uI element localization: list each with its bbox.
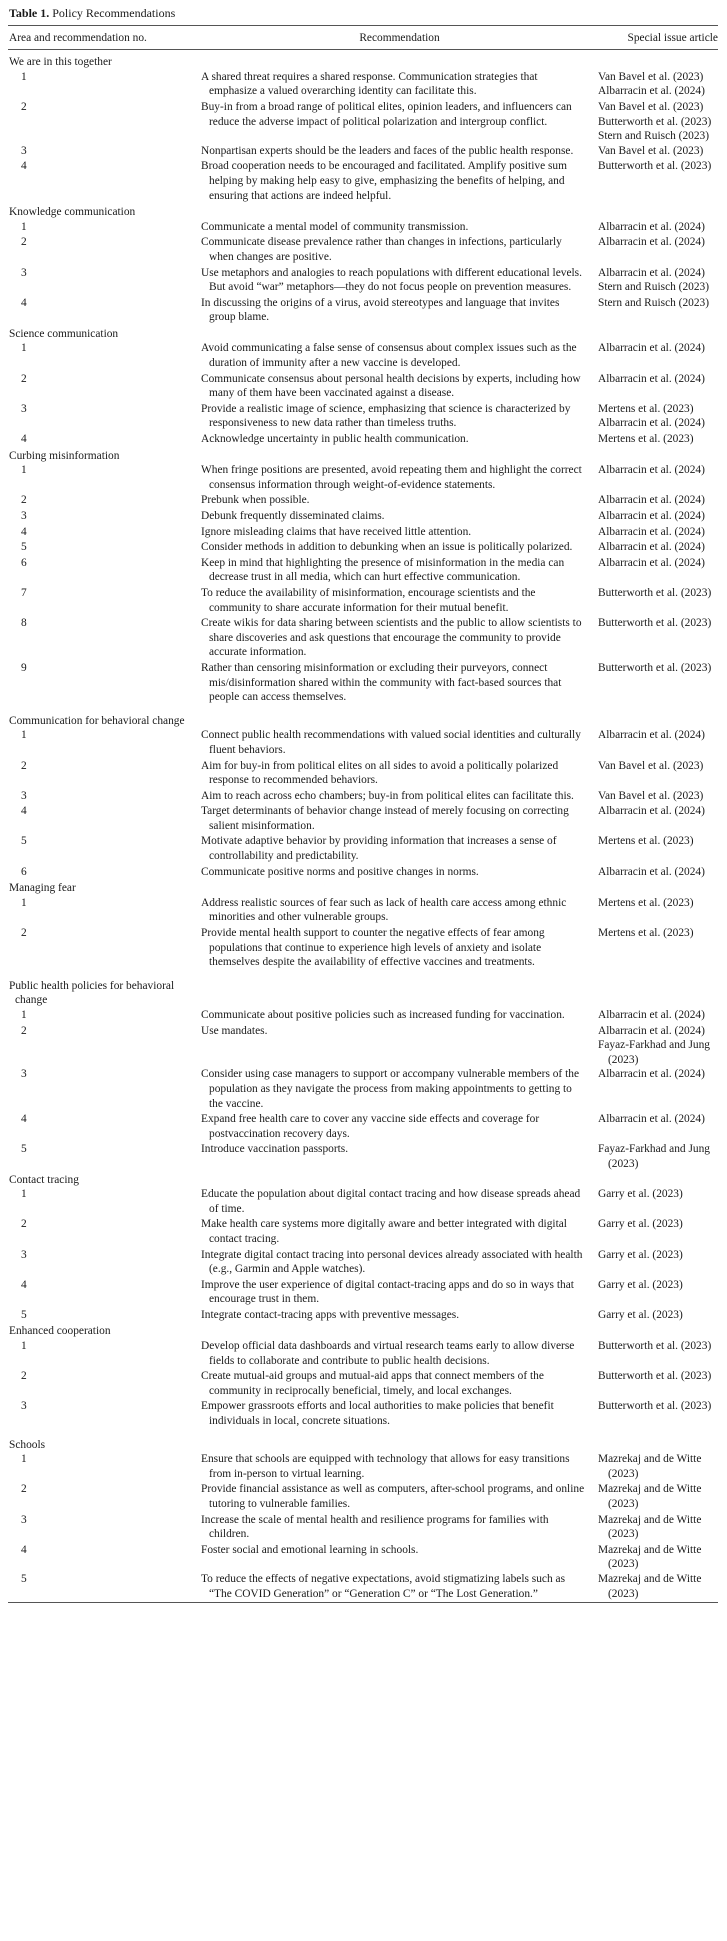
- recommendation-row: [8, 540, 718, 556]
- citation-cell: [598, 834, 718, 864]
- recommendation-row: [8, 759, 718, 789]
- recommendation-text: Ignore misleading claims that have received little attention.: [201, 525, 472, 538]
- citation: Albarracin et al. (2024): [598, 464, 705, 477]
- citation-cell: [598, 1112, 718, 1142]
- citation-cell: [598, 235, 718, 265]
- citation-cell: [598, 1543, 718, 1572]
- citation-cell: [598, 1339, 718, 1369]
- recommendation-number: 3: [21, 510, 27, 522]
- citation-cell: [598, 432, 718, 448]
- recommendation-row: [8, 144, 718, 160]
- area-row: [8, 706, 718, 729]
- citation-cell: [598, 1187, 718, 1217]
- citation-cell: [598, 728, 718, 758]
- recommendation-text: Keep in mind that highlighting the presence of misinformation in the media can decrease trust in all media, which can hurt effective communication.: [201, 556, 565, 584]
- recommendation-row: [8, 159, 718, 204]
- recommendation-row: [8, 728, 718, 758]
- recommendation-number: 2: [21, 1218, 27, 1231]
- recommendation-text: Foster social and emotional learning in schools.: [201, 1543, 419, 1556]
- recommendation-number: 1: [21, 896, 27, 909]
- recommendation-row: [8, 1482, 718, 1512]
- recommendation-number: 2: [21, 236, 27, 249]
- recommendation-text: Ensure that schools are equipped with technology that allows for easy transitions from in-person to virtual learning.: [201, 1453, 570, 1480]
- area-row: [8, 326, 718, 342]
- recommendation-text: Consider methods in addition to debunking when an issue is politically polarized.: [201, 541, 573, 554]
- recommendation-row: [8, 296, 718, 326]
- citation: Mazrekaj and de Witte (2023): [598, 1513, 702, 1541]
- citation: Butterworth et al. (2023): [598, 586, 712, 599]
- citation-cell: [598, 804, 718, 834]
- recommendation-text: Consider using case managers to support or accompany vulnerable members of the population as they navigate the process from making appointments to getting to the vaccine.: [201, 1068, 579, 1110]
- citation: Mertens et al. (2023): [598, 402, 694, 415]
- recommendation-text: Buy-in from a broad range of political elites, opinion leaders, and influencers can reduce the adverse impact of political polarization and intergroup conflict.: [201, 100, 572, 128]
- citation-cell: [598, 616, 718, 661]
- area-heading: Schools: [9, 1438, 46, 1451]
- citation: Stern and Ruisch (2023): [598, 130, 710, 143]
- recommendation-number: 4: [21, 525, 27, 538]
- recommendation-text: Use mandates.: [201, 1024, 268, 1037]
- recommendation-text: Provide a realistic image of science, emphasizing that science is characterized by responsiveness to new data rather than timeless truths.: [201, 402, 571, 430]
- policy-recommendations-table: [8, 25, 718, 1610]
- recommendation-number: 9: [21, 661, 27, 674]
- citation-cell: [598, 1482, 718, 1512]
- citation: Albarracin et al. (2024): [598, 220, 705, 233]
- recommendation-text: Address realistic sources of fear such as lack of health care access among ethnic minorities and other vulnerable groups.: [201, 896, 567, 924]
- recommendation-number: 5: [21, 541, 27, 554]
- recommendation-text: To reduce the effects of negative expectations, avoid stigmatizing labels such as “The COVID Generation” or “Generation C” or “The Lost Generation.”: [201, 1572, 565, 1600]
- recommendation-number: 1: [21, 1188, 27, 1201]
- recommendation-number: 5: [21, 1143, 27, 1156]
- recommendation-row: [8, 1572, 718, 1603]
- recommendation-text: Develop official data dashboards and virtual research teams early to allow diverse fields to collaborate and contribute to public health decisions.: [201, 1340, 575, 1367]
- recommendation-row: [8, 402, 718, 432]
- recommendation-row: [8, 865, 718, 881]
- recommendation-number: 3: [21, 402, 27, 415]
- citation: Van Bavel et al. (2023): [598, 144, 704, 157]
- recommendation-number: 7: [21, 586, 27, 599]
- citation: Mertens et al. (2023): [598, 927, 694, 940]
- recommendation-text: When fringe positions are presented, avoid repeating them and highlight the correct consensus information through weight-of-evidence statements.: [201, 464, 582, 491]
- recommendation-row: [8, 789, 718, 805]
- citation: Fayaz-Farkhad and Jung (2023): [598, 1143, 710, 1170]
- recommendation-text: Connect public health recommendations with valued social identities and culturally fluent behaviors.: [201, 729, 581, 756]
- citation: Van Bavel et al. (2023): [598, 100, 704, 113]
- recommendation-number: 4: [21, 805, 27, 818]
- area-heading: Science communication: [9, 327, 119, 340]
- citation-cell: [598, 1248, 718, 1278]
- citation: Albarracin et al. (2024): [598, 510, 705, 522]
- table-caption: [9, 6, 718, 21]
- recommendation-number: 4: [21, 296, 27, 309]
- citation: Albarracin et al. (2024): [598, 494, 705, 507]
- area-row: [8, 204, 718, 220]
- citation-cell: [598, 1024, 718, 1068]
- recommendation-text: Acknowledge uncertainty in public health communication.: [201, 433, 469, 446]
- recommendation-text: In discussing the origins of a virus, avoid stereotypes and language that invites group blame.: [201, 296, 560, 324]
- recommendation-number: 1: [21, 70, 27, 83]
- citation-cell: [598, 586, 718, 616]
- recommendation-row: [8, 804, 718, 834]
- citation: Butterworth et al. (2023): [598, 661, 712, 674]
- citation: Garry et al. (2023): [598, 1218, 683, 1231]
- recommendation-number: 3: [21, 144, 27, 157]
- column-header-recommendation: Recommendation: [201, 25, 598, 50]
- recommendation-row: [8, 586, 718, 616]
- table-title: Policy Recommendations: [52, 6, 176, 20]
- area-row: [8, 1323, 718, 1339]
- area-heading: Knowledge communication: [9, 206, 136, 219]
- recommendation-row: [8, 493, 718, 509]
- citation: Albarracin et al. (2024): [598, 525, 705, 538]
- citation-cell: [598, 1278, 718, 1308]
- citation: Albarracin et al. (2024): [598, 729, 705, 742]
- recommendation-row: [8, 1339, 718, 1369]
- citation: Stern and Ruisch (2023): [598, 296, 710, 309]
- citation: Butterworth et al. (2023): [598, 617, 712, 630]
- area-heading: Communication for behavioral change: [9, 714, 185, 727]
- citation: Albarracin et al. (2024): [598, 85, 705, 98]
- recommendation-number: 5: [21, 1308, 27, 1321]
- recommendation-row: [8, 266, 718, 296]
- citation-cell: [598, 865, 718, 881]
- citation-cell: [598, 556, 718, 586]
- recommendation-number: 2: [21, 1024, 27, 1037]
- citation-cell: [598, 1008, 718, 1024]
- table-header: [8, 25, 718, 50]
- recommendation-number: 2: [21, 759, 27, 772]
- citation-cell: [598, 266, 718, 296]
- area-row: [8, 880, 718, 896]
- recommendation-number: 6: [21, 865, 27, 878]
- recommendation-text: Aim for buy-in from political elites on all sides to avoid a politically polarized response to recommended behaviors.: [201, 759, 559, 787]
- citation-cell: [598, 1513, 718, 1543]
- citation: Mazrekaj and de Witte (2023): [598, 1543, 702, 1571]
- column-header-article: Special issue article: [598, 25, 718, 50]
- citation: Butterworth et al. (2023): [598, 1340, 712, 1353]
- area-heading: We are in this together: [9, 56, 112, 69]
- recommendation-row: [8, 556, 718, 586]
- recommendation-number: 1: [21, 1009, 27, 1021]
- recommendation-number: 3: [21, 1248, 27, 1261]
- citation: Garry et al. (2023): [598, 1308, 683, 1321]
- citation-cell: [598, 896, 718, 926]
- recommendation-row: [8, 463, 718, 493]
- citation: Garry et al. (2023): [598, 1248, 683, 1261]
- recommendation-row: [8, 1024, 718, 1068]
- citation-cell: [598, 1369, 718, 1399]
- recommendation-number: 1: [21, 464, 27, 477]
- recommendation-text: Create wikis for data sharing between scientists and the public to allow scientists to share discoveries and ask questions that encourage the community to provide accurate information.: [201, 617, 582, 659]
- recommendation-text: Increase the scale of mental health and resilience programs for families with children.: [201, 1513, 549, 1541]
- recommendation-text: Communicate a mental model of community transmission.: [201, 220, 469, 233]
- recommendation-text: Communicate positive norms and positive changes in norms.: [201, 865, 479, 878]
- recommendation-number: 2: [21, 1483, 27, 1496]
- citation-cell: [598, 759, 718, 789]
- citation-cell: [598, 1217, 718, 1247]
- recommendation-row: [8, 372, 718, 402]
- recommendation-text: Empower grassroots efforts and local authorities to make policies that benefit individuals in local, concrete situations.: [201, 1400, 554, 1428]
- recommendation-text: Aim to reach across echo chambers; buy-in from political elites can facilitate this.: [201, 789, 574, 802]
- recommendation-text: A shared threat requires a shared response. Communication strategies that emphasize a valued overarching identity can facilitate this.: [201, 70, 538, 98]
- citation: Stern and Ruisch (2023): [598, 281, 710, 294]
- citation: Albarracin et al. (2024): [598, 541, 705, 554]
- recommendation-number: 3: [21, 1068, 27, 1081]
- recommendation-number: 2: [21, 494, 27, 507]
- citation-cell: [598, 525, 718, 541]
- recommendation-number: 3: [21, 1513, 27, 1526]
- citation: Albarracin et al. (2024): [598, 236, 705, 249]
- citation: Mertens et al. (2023): [598, 433, 694, 446]
- recommendation-row: [8, 661, 718, 706]
- recommendation-text: Rather than censoring misinformation or excluding their purveyors, connect mis/disinformation shared within the community with fact-based sources that people can access themselves.: [201, 661, 562, 704]
- recommendation-row: [8, 1142, 718, 1171]
- citation: Albarracin et al. (2024): [598, 266, 705, 279]
- recommendation-number: 4: [21, 1543, 27, 1556]
- recommendation-row: [8, 235, 718, 265]
- citation: Butterworth et al. (2023): [598, 160, 712, 173]
- area-heading: Curbing misinformation: [9, 449, 120, 462]
- area-row: [8, 50, 718, 70]
- recommendation-text: Avoid communicating a false sense of consensus about complex issues such as the duration of immunity after a new vaccine is developed.: [201, 342, 577, 370]
- citation: Albarracin et al. (2024): [598, 805, 705, 818]
- citation-cell: [598, 220, 718, 236]
- recommendation-text: Improve the user experience of digital contact-tracing apps and do so in ways that encourage trust in them.: [201, 1278, 574, 1306]
- citation-cell: [598, 1308, 718, 1324]
- recommendation-text: Educate the population about digital contact tracing and how disease spreads ahead of time.: [201, 1188, 581, 1215]
- recommendation-number: 2: [21, 1370, 27, 1383]
- recommendation-number: 4: [21, 433, 27, 446]
- recommendation-number: 3: [21, 789, 27, 802]
- citation-cell: [598, 1572, 718, 1603]
- recommendation-text: Create mutual-aid groups and mutual-aid apps that connect members of the community in reciprocally beneficial, timely, and local exchanges.: [201, 1370, 544, 1397]
- recommendation-number: 2: [21, 927, 27, 940]
- recommendation-text: Provide financial assistance as well as computers, after-school programs, and online tutoring to vulnerable families.: [201, 1483, 585, 1510]
- area-row: [8, 1172, 718, 1188]
- recommendation-text: Prebunk when possible.: [201, 494, 310, 507]
- recommendation-row: [8, 1308, 718, 1324]
- recommendation-number: 3: [21, 1400, 27, 1413]
- table-body: [8, 50, 718, 1603]
- citation-cell: [598, 1067, 718, 1112]
- citation: Garry et al. (2023): [598, 1188, 683, 1201]
- citation-cell: [598, 1142, 718, 1171]
- recommendation-text: Provide mental health support to counter the negative effects of fear among populations that continue to experience high levels of anxiety and isolate themselves despite the availability of effective vaccines and treatments.: [201, 927, 545, 969]
- citation: Albarracin et al. (2024): [598, 342, 705, 355]
- recommendation-text: Broad cooperation needs to be encouraged and facilitated. Amplify positive sum helping by making help easy to give, emphasizing the benefits of helping, and ensuring that actions are indeed helpful.: [201, 160, 567, 202]
- recommendation-row: [8, 341, 718, 371]
- recommendation-text: Target determinants of behavior change instead of merely focusing on correcting salient misinformation.: [201, 805, 569, 832]
- citation: Van Bavel et al. (2023): [598, 759, 704, 772]
- recommendation-text: Communicate about positive policies such as increased funding for vaccination.: [201, 1009, 565, 1021]
- citation: Albarracin et al. (2024): [598, 556, 705, 569]
- citation: Albarracin et al. (2024): [598, 372, 705, 385]
- recommendation-number: 4: [21, 1113, 27, 1126]
- recommendation-row: [8, 834, 718, 864]
- recommendation-number: 1: [21, 1453, 27, 1466]
- recommendation-number: 5: [21, 1572, 27, 1585]
- citation: Van Bavel et al. (2023): [598, 789, 704, 802]
- citation-cell: [598, 493, 718, 509]
- recommendation-text: Motivate adaptive behavior by providing information that increases a sense of controllability and predictability.: [201, 835, 557, 863]
- citation-cell: [598, 1452, 718, 1482]
- citation: Mazrekaj and de Witte (2023): [598, 1572, 702, 1600]
- area-heading: Managing fear: [9, 882, 76, 895]
- recommendation-row: [8, 896, 718, 926]
- recommendation-row: [8, 1399, 718, 1429]
- citation-cell: [598, 159, 718, 204]
- recommendation-number: 1: [21, 1340, 27, 1353]
- citation: Albarracin et al. (2024): [598, 1113, 705, 1126]
- citation-cell: [598, 463, 718, 493]
- citation: Butterworth et al. (2023): [598, 115, 712, 128]
- recommendation-row: [8, 1217, 718, 1247]
- citation: Albarracin et al. (2024): [598, 865, 705, 878]
- citation: Mertens et al. (2023): [598, 835, 694, 848]
- citation-cell: [598, 70, 718, 100]
- area-row: [8, 971, 718, 1008]
- citation: Garry et al. (2023): [598, 1278, 683, 1291]
- recommendation-row: [8, 1112, 718, 1142]
- citation: Mazrekaj and de Witte (2023): [598, 1483, 702, 1510]
- recommendation-number: 4: [21, 160, 27, 173]
- citation: Albarracin et al. (2024): [598, 1068, 705, 1081]
- recommendation-text: Integrate digital contact tracing into personal devices already associated with health (e.g., Garmin and Apple watches).: [201, 1248, 583, 1276]
- citation-cell: [598, 372, 718, 402]
- recommendation-row: [8, 70, 718, 100]
- area-row: [8, 448, 718, 464]
- recommendation-text: Communicate disease prevalence rather than changes in infections, particularly when changes are positive.: [201, 236, 562, 263]
- recommendation-number: 4: [21, 1278, 27, 1291]
- citation: Mazrekaj and de Witte (2023): [598, 1453, 702, 1480]
- recommendation-text: Nonpartisan experts should be the leaders and faces of the public health response.: [201, 144, 574, 157]
- recommendation-text: Use metaphors and analogies to reach populations with different educational levels. But avoid “war” metaphors—they do not focus people on prevention measures.: [201, 266, 582, 294]
- recommendation-row: [8, 432, 718, 448]
- recommendation-row: [8, 616, 718, 661]
- citation-cell: [598, 926, 718, 971]
- citation: Van Bavel et al. (2023): [598, 70, 704, 83]
- citation: Butterworth et al. (2023): [598, 1370, 712, 1383]
- recommendation-text: Make health care systems more digitally aware and better integrated with digital contact tracing.: [201, 1218, 567, 1245]
- citation: Albarracin et al. (2024): [598, 1009, 705, 1021]
- recommendation-row: [8, 926, 718, 971]
- recommendation-text: Communicate consensus about personal health decisions by experts, including how many of them have been vaccinated against a disease.: [201, 372, 581, 400]
- recommendation-number: 1: [21, 342, 27, 355]
- recommendation-row: [8, 1452, 718, 1482]
- citation-cell: [598, 509, 718, 525]
- recommendation-text: Debunk frequently disseminated claims.: [201, 510, 385, 522]
- recommendation-text: Expand free health care to cover any vaccine side effects and coverage for postvaccination recovery days.: [201, 1113, 540, 1140]
- citation-cell: [598, 341, 718, 371]
- citation-cell: [598, 789, 718, 805]
- citation: Butterworth et al. (2023): [598, 1400, 712, 1413]
- area-row: [8, 1430, 718, 1453]
- recommendation-number: 1: [21, 220, 27, 233]
- area-heading: Public health policies for behavioral change: [9, 979, 175, 1007]
- citation-cell: [598, 1399, 718, 1429]
- recommendation-row: [8, 1513, 718, 1543]
- recommendation-number: 2: [21, 100, 27, 113]
- recommendation-number: 8: [21, 617, 27, 630]
- recommendation-row: [8, 1008, 718, 1024]
- citation: Mertens et al. (2023): [598, 896, 694, 909]
- citation: Albarracin et al. (2024): [598, 1024, 705, 1037]
- recommendation-row: [8, 1543, 718, 1572]
- recommendation-text: Integrate contact-tracing apps with preventive messages.: [201, 1308, 460, 1321]
- citation-cell: [598, 540, 718, 556]
- citation-cell: [598, 100, 718, 144]
- recommendation-number: 6: [21, 556, 27, 569]
- recommendation-row: [8, 1248, 718, 1278]
- recommendation-row: [8, 220, 718, 236]
- citation-cell: [598, 402, 718, 432]
- table-label: Table 1.: [9, 6, 50, 20]
- recommendation-text: Introduce vaccination passports.: [201, 1143, 349, 1156]
- area-heading: Contact tracing: [9, 1173, 79, 1186]
- area-heading: Enhanced cooperation: [9, 1325, 111, 1338]
- citation: Fayaz-Farkhad and Jung (2023): [598, 1039, 710, 1066]
- column-header-area: Area and recommendation no.: [8, 25, 201, 50]
- bottom-rule: [8, 1603, 718, 1610]
- recommendation-row: [8, 1187, 718, 1217]
- recommendation-number: 5: [21, 835, 27, 848]
- recommendation-row: [8, 525, 718, 541]
- citation-cell: [598, 296, 718, 326]
- citation-cell: [598, 661, 718, 706]
- recommendation-text: To reduce the availability of misinformation, encourage scientists and the community to share accurate information for their mutual benefit.: [201, 586, 536, 614]
- citation: Albarracin et al. (2024): [598, 417, 705, 430]
- recommendation-number: 3: [21, 266, 27, 279]
- recommendation-row: [8, 1278, 718, 1308]
- recommendation-row: [8, 1067, 718, 1112]
- recommendation-number: 1: [21, 729, 27, 742]
- recommendation-row: [8, 509, 718, 525]
- recommendation-row: [8, 1369, 718, 1399]
- recommendation-row: [8, 100, 718, 144]
- recommendation-number: 2: [21, 372, 27, 385]
- citation-cell: [598, 144, 718, 160]
